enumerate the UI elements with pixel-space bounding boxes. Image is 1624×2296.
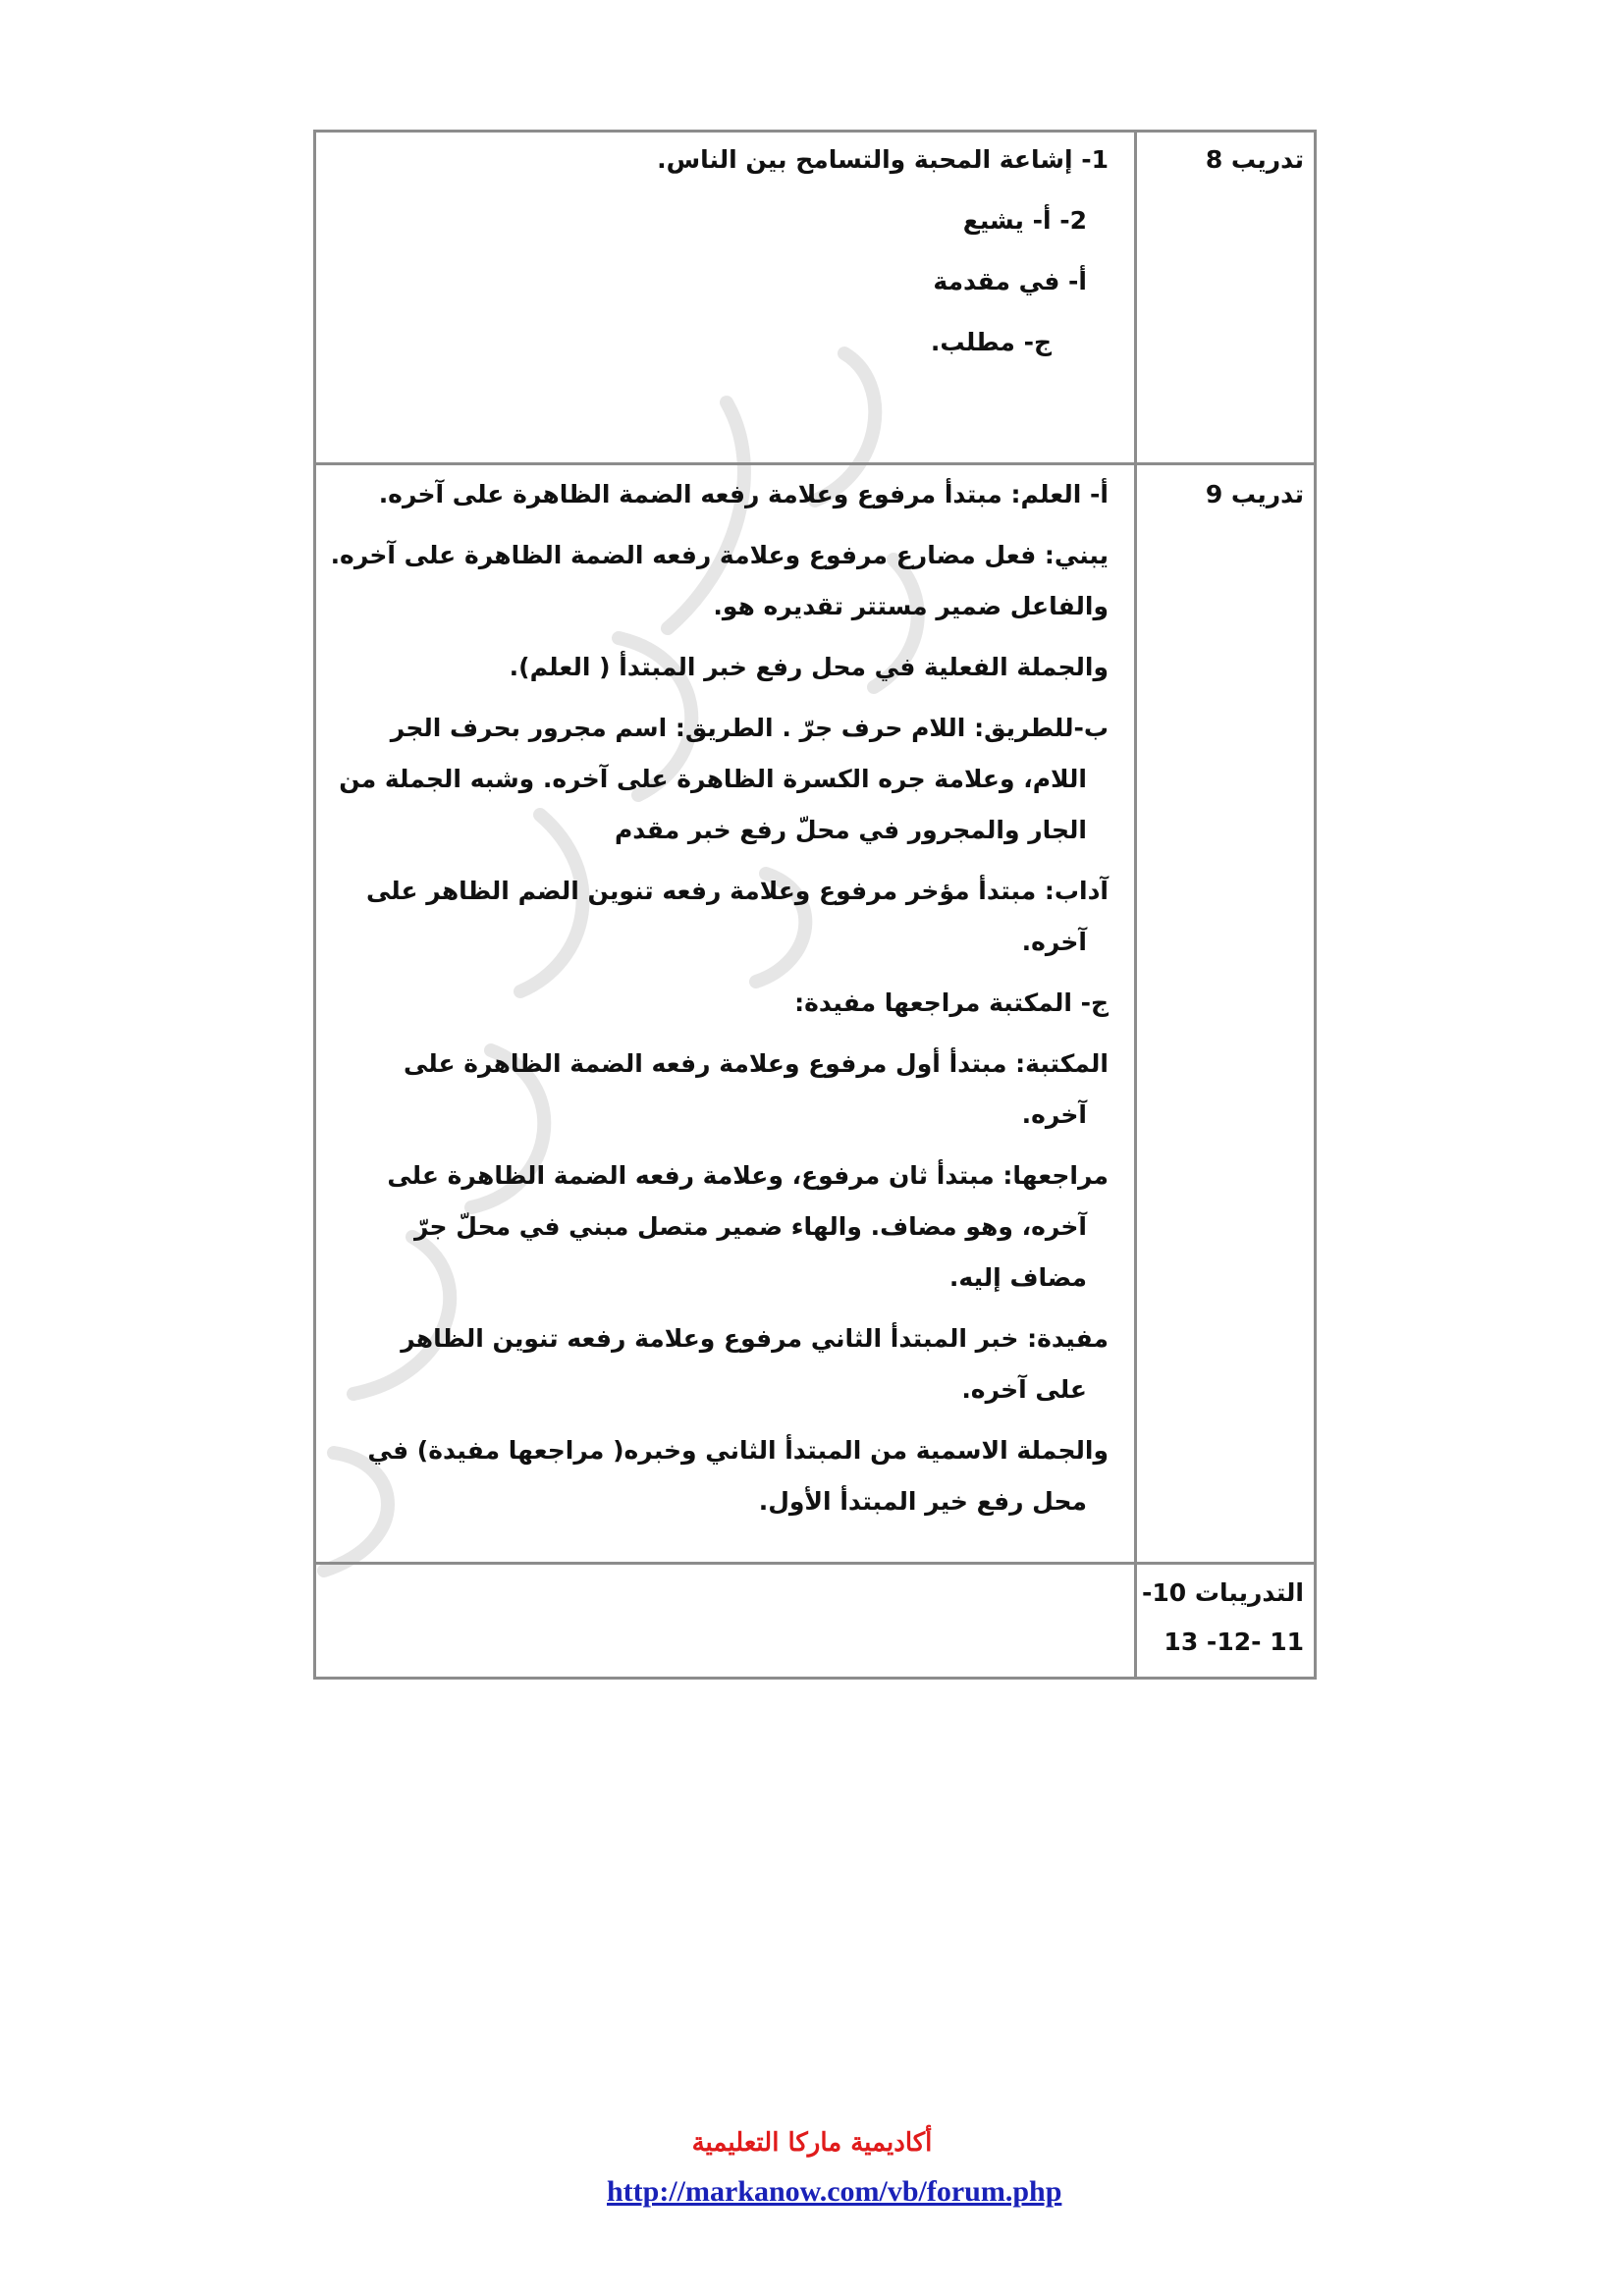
answer-line: مضاف إليه. <box>948 1263 1087 1292</box>
answer-line: آداب: مبتدأ مؤخر مرفوع وعلامة رفعه تنوين الضم الظاهر على <box>366 877 1109 905</box>
answer-line: اللام، وعلامة جره الكسرة الظاهرة على آخره. وشبه الجملة من <box>339 765 1087 793</box>
answer-line: والجملة الفعلية في محل رفع خبر المبتدأ ( العلم). <box>509 653 1109 681</box>
exercise-9-row <box>315 464 1316 1564</box>
answer-line: أ- في مقدمة <box>933 267 1087 295</box>
answer-line: مراجعها: مبتدأ ثان مرفوع، وعلامة رفعه الضمة الظاهرة على <box>387 1161 1109 1190</box>
answer-line: مفيدة: خبر المبتدأ الثاني مرفوع وعلامة رفعه تنوين الظاهر <box>401 1324 1109 1353</box>
answer-line: ج- مطلب. <box>930 328 1052 356</box>
exercise-8-label: تدريب 8 <box>1136 132 1316 464</box>
answer-line: ج- المكتبة مراجعها مفيدة: <box>794 988 1109 1017</box>
answer-line: والفاعل ضمير مستتر تقديره هو. <box>713 592 1109 620</box>
exercises-10-13-row <box>315 1564 1316 1679</box>
footer-title: أكاديمية ماركا التعليمية <box>691 2128 933 2158</box>
exercise-9-content <box>315 464 1136 1564</box>
answer-line: أ- العلم: مبتدأ مرفوع وعلامة رفعه الضمة الظاهرة على آخره. <box>378 480 1109 508</box>
footer-link[interactable]: http://markanow.com/vb/forum.php <box>607 2175 1062 2208</box>
label-line: 11 -12- 13 <box>1164 1628 1304 1656</box>
exercise-9-label: تدريب 9 <box>1136 464 1316 1564</box>
answer-line: المكتبة: مبتدأ أول مرفوع وعلامة رفعه الضمة الظاهرة على <box>403 1049 1109 1078</box>
answer-line: يبني: فعل مضارع مرفوع وعلامة رفعه الضمة الظاهرة على آخره. <box>330 541 1109 569</box>
answer-line: محل رفع خير المبتدأ الأول. <box>758 1487 1087 1516</box>
answer-line: آخره، وهو مضاف. والهاء ضمير متصل مبني في محلّ جرّ <box>413 1212 1087 1241</box>
answer-line: آخره. <box>1021 928 1087 956</box>
label-line: التدريبات 10- <box>1142 1578 1304 1607</box>
answer-line: والجملة الاسمية من المبتدأ الثاني وخبره( مراجعها مفيدة) في <box>367 1436 1109 1465</box>
answer-line: 1- إشاعة المحبة والتسامح بين الناس. <box>657 145 1109 174</box>
exercises-10-13-label <box>1136 1564 1316 1679</box>
answer-line: ب-للطريق: اللام حرف جرّ . الطريق: اسم مجرور بحرف الجر <box>390 714 1109 742</box>
answer-line: الجار والمجرور في محلّ رفع خبر مقدم <box>614 816 1087 844</box>
answer-line: على آخره. <box>961 1375 1087 1404</box>
exercise-8-content <box>315 132 1136 464</box>
exercise-8-row <box>315 132 1316 464</box>
answer-line: آخره. <box>1021 1100 1087 1129</box>
answers-table <box>313 130 1317 1680</box>
exercises-10-13-content <box>315 1564 1136 1679</box>
answer-line: 2- أ- يشيع <box>962 206 1087 235</box>
